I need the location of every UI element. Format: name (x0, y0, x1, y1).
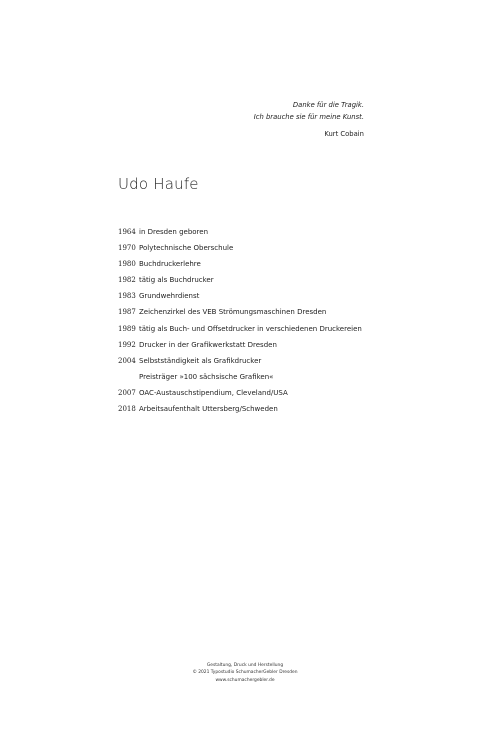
biography-year (118, 369, 139, 385)
artist-name: Udo Haufe (118, 175, 199, 193)
biography-entry (118, 369, 362, 385)
colophon (0, 662, 490, 684)
biography-text: Zeichenzirkel des VEB Strömungsmaschinen Dresden (139, 308, 327, 317)
biography-entry (118, 385, 362, 401)
colophon-line-1: Gestaltung, Druck und Herstellung (206, 663, 284, 668)
biography-year: 2004 (118, 356, 136, 365)
biography-year: 1987 (118, 308, 136, 317)
colophon-website: www.schumachergebler.de (215, 677, 275, 683)
biography-entry (118, 353, 362, 369)
biography-entry (118, 288, 362, 304)
biography-text: OAC-Austauschstipendium, Cleveland/USA (139, 388, 288, 397)
biography-year: 1982 (118, 276, 136, 285)
biography-year: 1983 (118, 292, 136, 301)
biography-text: Grundwehrdienst (139, 292, 200, 301)
biography-year: 2007 (118, 388, 136, 397)
biography-entry (118, 240, 362, 256)
biography-entry (118, 321, 362, 337)
biography-text: tätig als Buch- und Offsetdrucker in verschiedenen Druckereien (139, 324, 362, 333)
biography-entry (118, 224, 362, 240)
biography-entry (118, 401, 362, 417)
biography-year: 2018 (118, 405, 136, 414)
biography-entry (118, 337, 362, 353)
biography-text: tätig als Buchdrucker (139, 276, 214, 285)
biography-text: Buchdruckerlehre (139, 260, 201, 269)
epigraph-line-2: Ich brauche sie für meine Kunst. (253, 112, 364, 121)
biography-year: 1989 (118, 324, 136, 333)
biography-entry (118, 304, 362, 320)
epigraph (254, 100, 364, 141)
biography-year: 1964 (118, 228, 136, 236)
epigraph-line-1: Danke für die Tragik. (292, 101, 364, 109)
biography-entry (118, 272, 362, 288)
epigraph-author: Kurt Cobain (324, 130, 364, 138)
biography-text: Polytechnische Oberschule (139, 244, 234, 253)
biography-text: Selbstständigkeit als Grafikdrucker (139, 356, 262, 365)
biography-text: Preisträger »100 sächsische Grafiken« (139, 372, 274, 381)
biography-list (118, 224, 362, 417)
biography-year: 1970 (118, 244, 136, 253)
biography-year: 1980 (118, 260, 136, 269)
biography-entry (118, 256, 362, 272)
biography-text: Arbeitsaufenthalt Uttersberg/Schweden (139, 405, 278, 414)
biography-text: Drucker in der Grafikwerkstatt Dresden (139, 340, 277, 349)
biography-text: in Dresden geboren (139, 228, 209, 236)
colophon-line-2: © 2021 Typostudio SchumacherGebler Dresden (192, 670, 298, 676)
biography-year: 1992 (118, 340, 136, 349)
